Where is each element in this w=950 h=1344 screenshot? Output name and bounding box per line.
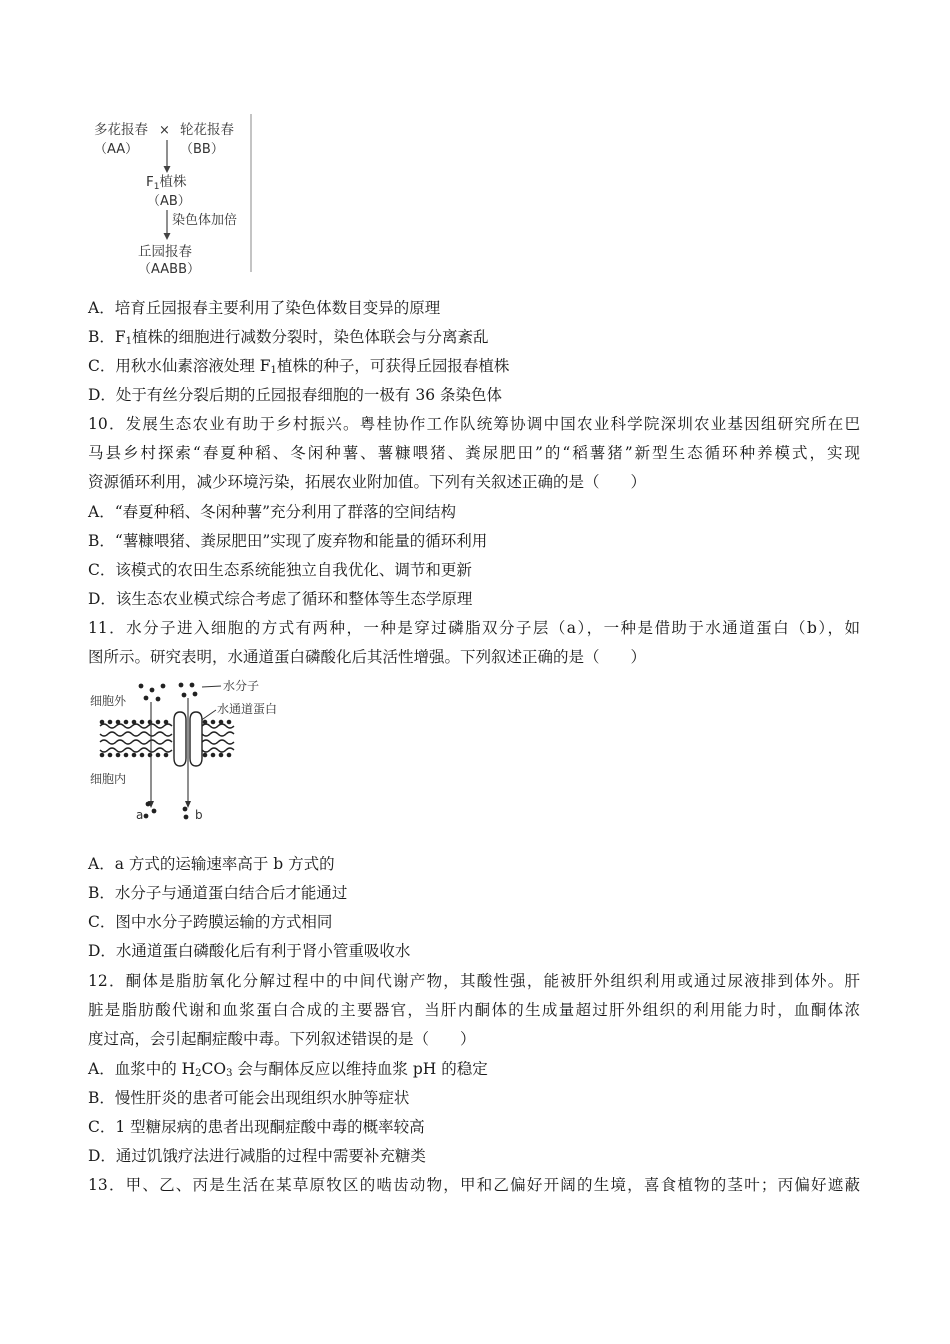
q11-option-c: C．图中水分子跨膜运输的方式相同 <box>88 913 333 931</box>
q10-stem-line-2: 马县乡村探索“春夏种稻、冬闲种薯、薯糠喂猪、粪尿肥田”的“稻薯猪”新型生态循环种养模式，实现 <box>88 444 860 462</box>
parent1-name: 多花报春 <box>94 122 148 138</box>
q10-option-d: D．该生态农业模式综合考虑了循环和整体等生态学原理 <box>88 590 473 608</box>
parent2-genotype: （BB） <box>180 142 224 157</box>
q12-stem-line-3: 度过高，会引起酮症酸中毒。下列叙述错误的是（ ） <box>88 1030 476 1048</box>
water-molecule-label: 水分子 <box>223 679 260 693</box>
inside-label: 细胞内 <box>90 772 127 786</box>
q11-stem-line-1: 11．水分子进入细胞的方式有两种，一种是穿过磷脂双分子层（a），一种是借助于水通道蛋白（b），如 <box>88 619 860 637</box>
q11-option-b: B．水分子与通道蛋白结合后才能通过 <box>88 884 348 902</box>
q9-option-d: D．处于有丝分裂后期的丘园报春细胞的一极有 36 条染色体 <box>88 386 503 404</box>
cross-symbol: × <box>159 123 170 138</box>
breeding-diagram <box>88 112 258 278</box>
q12-stem-line-2: 脏是脂肪酸代谢和血浆蛋白合成的主要器官，当肝内酮体的生成量超过肝外组织的利用能力时，血酮体浓 <box>88 1001 860 1019</box>
result-genotype: （AABB） <box>138 262 200 277</box>
f1-name: $F_1$植株 <box>146 174 187 192</box>
q10-stem-line-1: 10．发展生态农业有助于乡村振兴。粤桂协作工作队统筹协调中国农业科学院深圳农业基因组研究所在巴 <box>88 415 860 433</box>
result-name: 丘园报春 <box>138 244 192 260</box>
q9-option-a: A．培育丘园报春主要利用了染色体数目变异的原理 <box>88 299 441 317</box>
q12-option-a: A．血浆中的 $H_2CO_3$ 会与酮体反应以维持血浆 pH 的稳定 <box>88 1060 488 1079</box>
arrow-head-1 <box>164 166 171 173</box>
label-a: a <box>136 808 144 822</box>
q10-option-a: A．“春夏种稻、冬闲种薯”充分利用了群落的空间结构 <box>88 503 457 521</box>
arrow-head-2 <box>164 233 171 240</box>
q12-stem-line-1: 12．酮体是脂肪氧化分解过程中的中间代谢产物，其酸性强，能被肝外组织利用或通过尿液排到体外。肝 <box>88 972 860 990</box>
q12-option-c: C．1 型糖尿病的患者出现酮症酸中毒的概率较高 <box>88 1118 425 1136</box>
q11-option-d: D．水通道蛋白磷酸化后有利于肾小管重吸收水 <box>88 942 411 960</box>
q12-option-b: B．慢性肝炎的患者可能会出现组织水肿等症状 <box>88 1089 410 1107</box>
parent1-genotype: （AA） <box>94 142 139 157</box>
membrane-diagram <box>88 676 298 826</box>
q10-option-c: C．该模式的农田生态系统能独立自我优化、调节和更新 <box>88 561 472 579</box>
q12-option-d: D．通过饥饿疗法进行减脂的过程中需要补充糖类 <box>88 1147 426 1165</box>
q11-stem-line-2: 图所示。研究表明，水通道蛋白磷酸化后其活性增强。下列叙述正确的是（ ） <box>88 648 647 666</box>
water-molecules-outside <box>139 683 198 702</box>
q9-option-b: B．$F_1$植株的细胞进行减数分裂时，染色体联会与分离紊乱 <box>88 328 489 347</box>
q10-stem-line-3: 资源循环利用，减少环境污染，拓展农业附加值。下列有关叙述正确的是（ ） <box>88 473 647 491</box>
water-molecules-inside <box>144 802 189 820</box>
parent2-name: 轮花报春 <box>180 122 234 138</box>
outside-label: 细胞外 <box>90 694 127 708</box>
doubling-label: 染色体加倍 <box>172 213 238 228</box>
q10-option-b: B．“薯糠喂猪、粪尿肥田”实现了废弃物和能量的循环利用 <box>88 532 488 550</box>
f1-genotype: （AB） <box>147 194 191 209</box>
water-channel-label: 水通道蛋白 <box>217 702 278 716</box>
phospholipid-bilayer <box>100 724 234 752</box>
water-label-pointer <box>202 686 221 687</box>
label-b: b <box>195 808 203 822</box>
q11-option-a: A．a 方式的运输速率高于 b 方式的 <box>88 855 335 873</box>
q13-stem-line-1: 13．甲、乙、丙是生活在某草原牧区的啮齿动物，甲和乙偏好开阔的生境，喜食植物的茎叶；丙偏好遮蔽 <box>88 1176 860 1194</box>
q9-option-c: C．用秋水仙素溶液处理 $F_1$植株的种子，可获得丘园报春植株 <box>88 357 510 376</box>
